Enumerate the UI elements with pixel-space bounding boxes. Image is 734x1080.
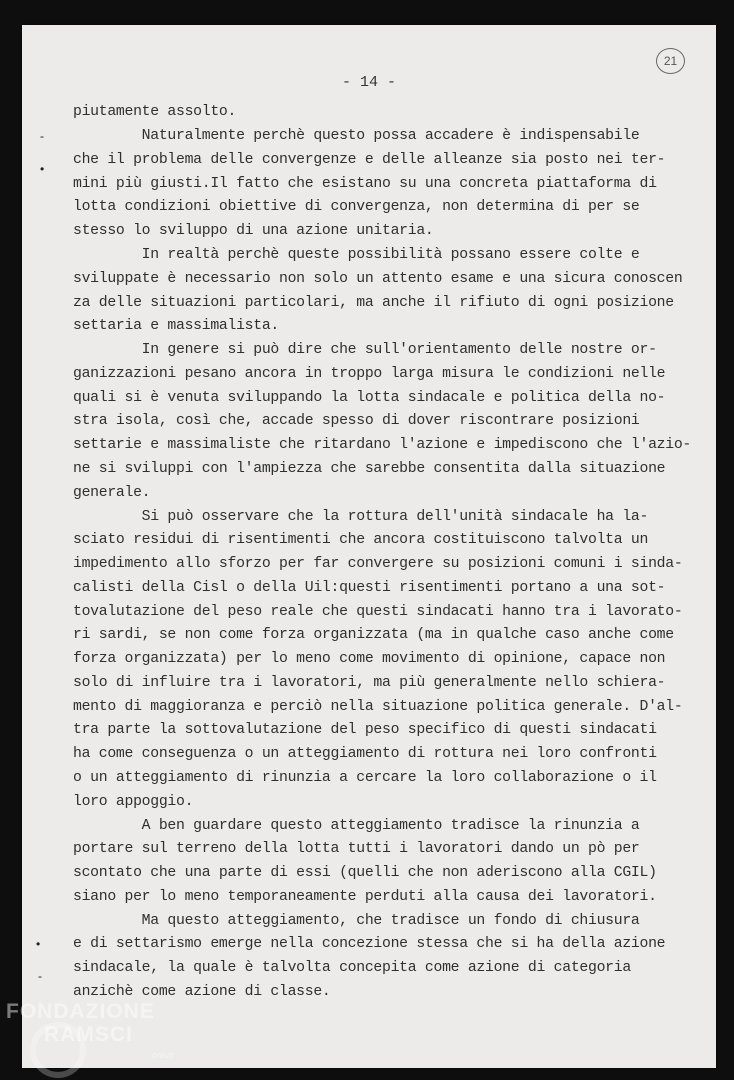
text-line: mento di maggioranza e perciò nella situazione politica generale. D'al- (73, 699, 683, 715)
text-line: mini più giusti.Il fatto che esistano su una concreta piattaforma di (73, 176, 657, 192)
text-line: e di settarismo emerge nella concezione stessa che si ha della azione (73, 936, 666, 952)
text-line: stra isola, così che, accade spesso di dover riscontrare posizioni (73, 413, 640, 429)
text-line: In genere si può dire che sull'orientamento delle nostre or- (73, 342, 657, 358)
watermark-line3: onlus (152, 1050, 174, 1060)
text-line: settaria e massimalista. (73, 318, 280, 334)
watermark-line1: FONDAZIONE (6, 1000, 155, 1023)
text-line: settarie e massimaliste che ritardano l'azione e impediscono che l'azio- (73, 437, 692, 453)
text-line: za delle situazioni particolari, ma anche il rifiuto di ogni posizione (73, 295, 674, 311)
text-line: forza organizzata) per lo meno come movimento di opinione, capace non (73, 651, 666, 667)
page-number: - 14 - (341, 74, 396, 91)
fondazione-gramsci-watermark (6, 1000, 206, 1078)
text-line: calisti della Cisl o della Uil:questi risentimenti portano a una sot- (73, 580, 666, 596)
text-line: ha come conseguenza o un atteggiamento di rottura nei loro confronti (73, 746, 657, 762)
text-line: sviluppate è necessario non solo un attento esame e una sicura conoscen (73, 271, 683, 287)
margin-dash-mark: - (40, 129, 44, 143)
text-line: solo di influire tra i lavoratori, ma più generalmente nello schiera- (73, 675, 666, 691)
text-line: Naturalmente perchè questo possa accadere è indispensabile (73, 128, 640, 144)
text-line: siano per lo meno temporaneamente perduti alla causa dei lavoratori. (73, 889, 657, 905)
margin-dot-mark: • (36, 937, 41, 951)
text-line: ganizzazioni pesano ancora in troppo larga misura le condizioni nelle (73, 366, 666, 382)
text-line: ri sardi, se non come forza organizzata (ma in qualche caso anche come (73, 627, 674, 643)
text-line: portare sul terreno della lotta tutti i lavoratori dando un pò per (73, 841, 640, 857)
text-line: tra parte la sottovalutazione del peso specifico di questi sindacati (73, 722, 657, 738)
margin-dash-mark: - (38, 969, 42, 983)
text-line: In realtà perchè queste possibilità possano essere colte e (73, 247, 640, 263)
text-line: tovalutazione del peso reale che questi sindacati hanno tra i lavorato- (73, 604, 683, 620)
watermark-line2: RAMSCI (44, 1023, 133, 1046)
text-line: ne si sviluppi con l'ampiezza che sarebbe consentita dalla situazione (73, 461, 666, 477)
document-page (22, 25, 716, 1068)
text-line: quali si è venuta sviluppando la lotta sindacale e politica della no- (73, 390, 666, 406)
text-line: scontato che una parte di essi (quelli che non aderiscono alla CGIL) (73, 865, 657, 881)
text-line: che il problema delle convergenze e delle alleanze sia posto nei ter- (73, 152, 666, 168)
text-line: o un atteggiamento di rinunzia a cercare la loro collaborazione o il (73, 770, 657, 786)
text-line: sindacale, la quale è talvolta concepita come azione di categoria (73, 960, 631, 976)
text-line: stesso lo sviluppo di una azione unitaria. (73, 223, 434, 239)
text-line: piutamente assolto. (73, 104, 237, 120)
margin-dot-mark: • (40, 162, 45, 176)
text-line: lotta condizioni obiettive di convergenza, non determina di per se (73, 199, 640, 215)
text-line: loro appoggio. (73, 794, 194, 810)
text-line: anzichè come azione di classe. (73, 984, 331, 1000)
text-line: Si può osservare che la rottura dell'unità sindacale ha la- (73, 509, 649, 525)
text-line: A ben guardare questo atteggiamento tradisce la rinunzia a (73, 818, 640, 834)
text-line: sciato residui di risentimenti che ancora costituiscono talvolta un (73, 532, 649, 548)
archive-stamp: 21 (656, 48, 685, 74)
text-line: generale. (73, 485, 151, 501)
text-line: impedimento allo sforzo per far convergere su posizioni comuni i sinda- (73, 556, 683, 572)
text-line: Ma questo atteggiamento, che tradisce un fondo di chiusura (73, 913, 640, 929)
